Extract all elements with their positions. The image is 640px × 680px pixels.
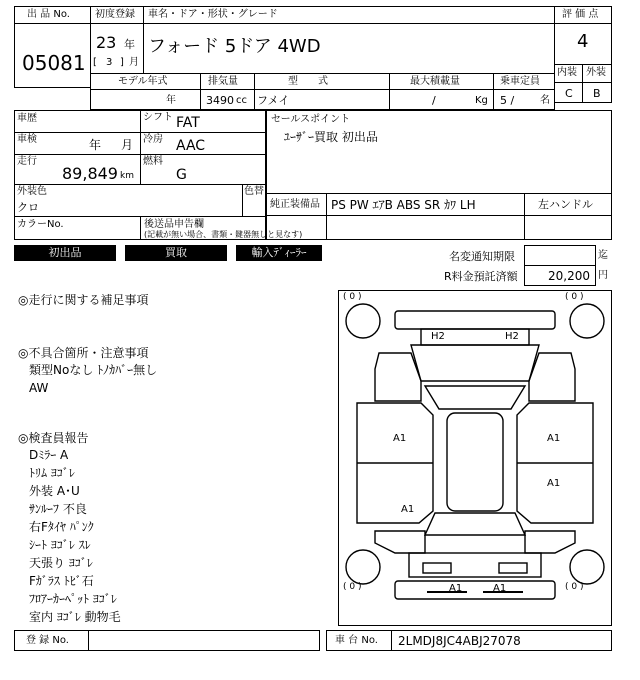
tag-first-listing: 初出品 bbox=[14, 245, 116, 261]
inspector-line: 室内 ﾖｺﾞﾚ 動物毛 bbox=[29, 610, 121, 624]
inspector-line: ﾄﾘﾑ ﾖｺﾞﾚ bbox=[29, 466, 75, 480]
mileage: 89,849 bbox=[62, 164, 118, 183]
corner-label-rr: ( 0 ) bbox=[565, 582, 584, 592]
exterior-label: 外装 bbox=[586, 67, 606, 78]
sales-point: ﾕｰｻﾞｰ買取 初出品 bbox=[284, 130, 378, 144]
inspector-line: 右Fﾀｲﾔ ﾊﾟﾝｸ bbox=[29, 520, 94, 534]
equipment-list: PS PW ｴｱB ABS SR ｶﾜ LH bbox=[331, 198, 476, 212]
interior-grade: C bbox=[565, 87, 573, 100]
defect-line: AW bbox=[29, 381, 49, 395]
registration-year: 23 bbox=[96, 33, 117, 52]
damage-mark: H2 bbox=[505, 331, 519, 342]
inspector-line: Dﾐﾗｰ A bbox=[29, 448, 69, 462]
shift: FAT bbox=[176, 115, 200, 131]
damage-mark: A1 bbox=[493, 583, 507, 594]
car-name: フォード 5ドア 4WD bbox=[148, 36, 321, 57]
chassis-number-label: 車 台 No. bbox=[335, 635, 378, 646]
car-outline bbox=[339, 291, 611, 625]
chassis-number: 2LMDJ8JC4ABJ27078 bbox=[398, 634, 521, 648]
tag-buyout: 買取 bbox=[125, 245, 227, 261]
grade-box bbox=[554, 6, 612, 103]
inspector-line: 外装 A･U bbox=[29, 484, 80, 498]
damage-mark: A1 bbox=[401, 504, 415, 515]
car-diagram bbox=[338, 290, 612, 626]
inspector-line: 天張り ﾖｺﾞﾚ bbox=[29, 556, 93, 570]
inspector-line: Fｶﾞﾗｽ ﾄﾋﾞ石 bbox=[29, 574, 94, 588]
supplement-title: ◎走行に関する補足事項 bbox=[18, 293, 149, 307]
model-type: フメイ bbox=[257, 94, 290, 107]
damage-mark: A1 bbox=[449, 583, 463, 594]
inspector-line: ﾌﾛｱｰｶｰﾍﾟｯﾄ ﾖｺﾞﾚ bbox=[29, 592, 117, 606]
name-change-deadline bbox=[524, 245, 596, 266]
lot-number: 05081 bbox=[22, 51, 86, 75]
overall-grade: 4 bbox=[577, 31, 589, 52]
damage-mark: A1 bbox=[547, 433, 561, 444]
tag-import-dealer: 輸入ﾃﾞｨｰﾗｰ bbox=[236, 245, 322, 261]
fuel: G bbox=[176, 167, 187, 183]
model-description-label: 車名・ドア・形状・グレード bbox=[148, 9, 278, 20]
damage-mark: A1 bbox=[393, 433, 407, 444]
corner-label-rl: ( 0 ) bbox=[343, 582, 362, 592]
seating-capacity: 5 / bbox=[500, 94, 515, 107]
inspector-title: ◎検査員報告 bbox=[18, 431, 89, 445]
displacement: 3490 bbox=[206, 94, 234, 107]
air-conditioning: AAC bbox=[176, 138, 206, 154]
corner-label-fl: ( 0 ) bbox=[343, 292, 362, 302]
exterior-color: クロ bbox=[17, 201, 39, 214]
registration-number-label: 登 録 No. bbox=[26, 635, 69, 646]
inspector-line: ｼｰﾄ ﾖｺﾞﾚ ｽﾚ bbox=[29, 538, 91, 552]
registration-month: 3 bbox=[106, 57, 113, 68]
inspector-line: ｻﾝﾙｰﾌ 不良 bbox=[29, 502, 87, 516]
recycle-fee: 20,200 bbox=[548, 269, 590, 283]
defect-line: 類型Noなし ﾄﾉｶﾊﾞｰ無し bbox=[29, 363, 158, 377]
steering-side: 左ハンドル bbox=[538, 198, 593, 211]
grade-label: 評 価 点 bbox=[562, 9, 599, 20]
damage-mark: H2 bbox=[431, 331, 445, 342]
first-registration-label: 初度登録 bbox=[95, 9, 135, 20]
corner-label-fr: ( 0 ) bbox=[565, 292, 584, 302]
damage-mark: A1 bbox=[547, 478, 561, 489]
exterior-grade: B bbox=[593, 87, 601, 100]
defects-title: ◎不具合箇所・注意事項 bbox=[18, 346, 149, 360]
interior-label: 内装 bbox=[557, 67, 577, 78]
lot-number-label: 出 品 No. bbox=[27, 9, 70, 20]
